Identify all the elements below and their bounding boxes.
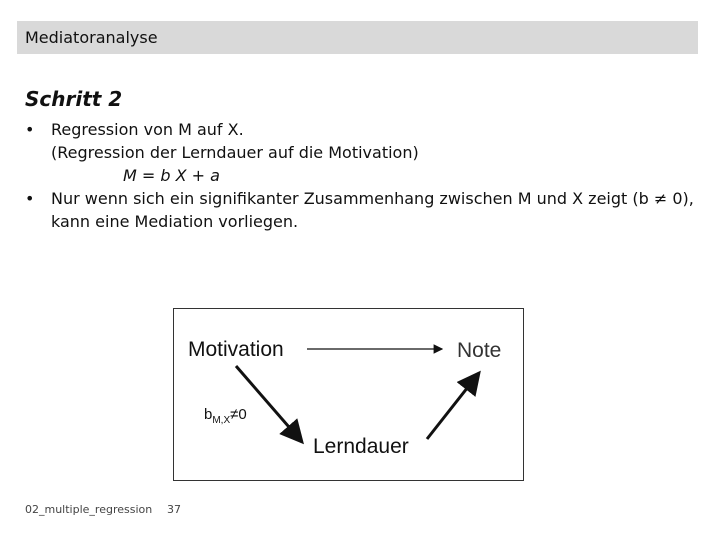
coef-relation: ≠0 bbox=[230, 406, 247, 423]
bullet-item-2 bbox=[25, 187, 694, 233]
coef-b: b bbox=[204, 406, 213, 423]
node-lerndauer: Lerndauer bbox=[313, 435, 409, 458]
bullet-1-line-1: Regression von M auf X. bbox=[51, 120, 244, 139]
bullet-dot: • bbox=[25, 120, 35, 139]
mediation-diagram bbox=[173, 308, 524, 481]
bullet-2-line-1: Nur wenn sich ein signifikanter Zusammenhang zwischen M und X zeigt (b ≠ 0), bbox=[51, 189, 694, 208]
coef-subscript: M,X bbox=[212, 415, 231, 426]
bullet-dot: • bbox=[25, 189, 35, 208]
bullet-2-line-2: kann eine Mediation vorliegen. bbox=[51, 212, 299, 231]
slide-header bbox=[17, 21, 698, 54]
arrow-motivation-to-lerndauer bbox=[236, 366, 302, 442]
node-motivation: Motivation bbox=[188, 338, 284, 361]
bullet-item-1 bbox=[25, 118, 694, 187]
bullet-1-line-2: (Regression der Lerndauer auf die Motivation) bbox=[51, 143, 419, 162]
footer-page-number: 37 bbox=[167, 503, 181, 516]
regression-formula: M = b X + a bbox=[123, 166, 220, 185]
bullet-list bbox=[25, 118, 694, 233]
footer-filename: 02_multiple_regression bbox=[25, 503, 153, 516]
slide-header-title: Mediatoranalyse bbox=[25, 28, 158, 47]
arrow-lerndauer-to-note bbox=[427, 373, 479, 439]
node-note: Note bbox=[457, 339, 502, 362]
step-title: Schritt 2 bbox=[25, 87, 123, 111]
coefficient-label bbox=[204, 406, 247, 426]
